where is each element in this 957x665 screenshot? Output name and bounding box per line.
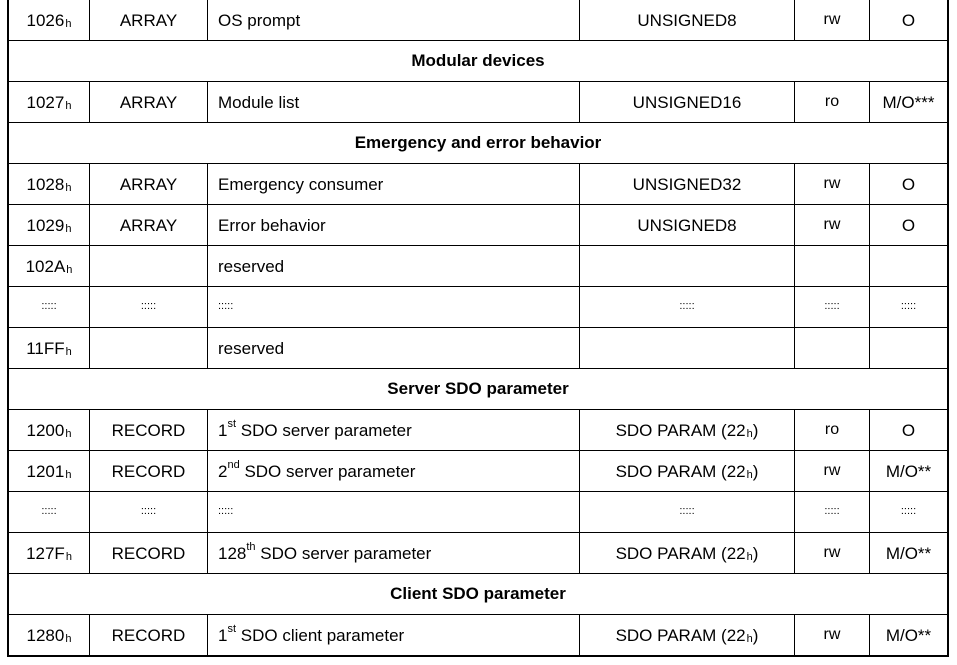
section-heading: Server SDO parameter bbox=[387, 379, 569, 398]
type-rest: ) bbox=[752, 461, 759, 481]
access-cell bbox=[795, 328, 870, 368]
index-value: 127F bbox=[26, 543, 65, 563]
access-cell bbox=[795, 492, 870, 532]
access-value: rw bbox=[823, 626, 841, 643]
name-superscript: th bbox=[246, 540, 256, 553]
access-value: rw bbox=[823, 216, 841, 233]
access-value: rw bbox=[823, 462, 841, 479]
name-cell bbox=[208, 164, 580, 204]
name-superscript: st bbox=[227, 417, 237, 430]
access-cell bbox=[795, 451, 870, 491]
object-dictionary-table bbox=[7, 0, 949, 657]
section-row bbox=[9, 574, 947, 615]
table-row bbox=[9, 82, 947, 123]
type-text: SDO PARAM (22 bbox=[615, 420, 746, 440]
type-cell bbox=[580, 164, 795, 204]
name-text: Emergency consumer bbox=[218, 174, 384, 194]
object-cell bbox=[90, 0, 208, 40]
ellipsis-mark: ::::: bbox=[41, 504, 57, 517]
table-row bbox=[9, 533, 947, 574]
object-code: RECORD bbox=[111, 625, 186, 645]
index-cell bbox=[9, 410, 90, 450]
type-cell bbox=[580, 410, 795, 450]
table-row bbox=[9, 451, 947, 492]
table-row bbox=[9, 287, 947, 328]
index-cell bbox=[9, 205, 90, 245]
mo-value: O bbox=[901, 420, 916, 440]
type-subscript: h bbox=[746, 632, 753, 645]
type-text: SDO PARAM (22 bbox=[615, 543, 746, 563]
table-row bbox=[9, 164, 947, 205]
table-row bbox=[9, 0, 947, 41]
table-row bbox=[9, 615, 947, 657]
access-value: ro bbox=[824, 421, 840, 438]
access-cell bbox=[795, 246, 870, 286]
name-cell bbox=[208, 410, 580, 450]
type-cell bbox=[580, 533, 795, 573]
name-cell bbox=[208, 328, 580, 368]
name-rest: SDO client parameter bbox=[236, 625, 405, 645]
access-cell bbox=[795, 82, 870, 122]
index-value: 1200 bbox=[26, 420, 65, 440]
index-suffix: h bbox=[65, 181, 72, 194]
name-cell bbox=[208, 0, 580, 40]
type-text: UNSIGNED8 bbox=[637, 215, 737, 235]
table-row bbox=[9, 328, 947, 369]
ellipsis-mark: ::::: bbox=[140, 299, 157, 312]
object-cell bbox=[90, 615, 208, 655]
ellipsis-mark: ::::: bbox=[900, 299, 917, 312]
name-cell bbox=[208, 287, 580, 327]
index-value: 1280 bbox=[26, 625, 65, 645]
object-code: RECORD bbox=[111, 420, 186, 440]
mo-value: O bbox=[901, 215, 916, 235]
object-cell bbox=[90, 410, 208, 450]
object-cell bbox=[90, 82, 208, 122]
type-cell bbox=[580, 615, 795, 655]
table-row bbox=[9, 246, 947, 287]
object-code: ARRAY bbox=[119, 215, 178, 235]
index-value: 1026 bbox=[26, 10, 65, 30]
mandatory-optional-cell bbox=[870, 451, 947, 491]
name-superscript: st bbox=[227, 622, 237, 635]
index-cell bbox=[9, 615, 90, 655]
name-text: 2 bbox=[218, 461, 228, 481]
ellipsis-mark: ::::: bbox=[900, 504, 917, 517]
section-row bbox=[9, 41, 947, 82]
access-cell bbox=[795, 205, 870, 245]
ellipsis-mark: ::::: bbox=[41, 299, 57, 312]
ellipsis-mark: ::::: bbox=[679, 299, 695, 312]
access-cell bbox=[795, 287, 870, 327]
index-cell bbox=[9, 164, 90, 204]
name-cell bbox=[208, 451, 580, 491]
name-rest: SDO server parameter bbox=[255, 543, 432, 563]
mandatory-optional-cell bbox=[870, 246, 947, 286]
access-value: ro bbox=[824, 93, 840, 110]
ellipsis-mark: ::::: bbox=[140, 504, 157, 517]
type-cell bbox=[580, 492, 795, 532]
mandatory-optional-cell bbox=[870, 164, 947, 204]
name-text: 128 bbox=[218, 543, 247, 563]
name-cell bbox=[208, 533, 580, 573]
type-cell bbox=[580, 451, 795, 491]
access-cell bbox=[795, 410, 870, 450]
type-text: UNSIGNED16 bbox=[632, 92, 742, 112]
index-cell bbox=[9, 246, 90, 286]
object-cell bbox=[90, 533, 208, 573]
index-cell bbox=[9, 533, 90, 573]
name-cell bbox=[208, 615, 580, 655]
type-rest: ) bbox=[752, 625, 759, 645]
type-cell bbox=[580, 328, 795, 368]
section-row bbox=[9, 123, 947, 164]
name-text: Error behavior bbox=[218, 215, 326, 235]
object-cell bbox=[90, 451, 208, 491]
object-cell bbox=[90, 287, 208, 327]
object-code: ARRAY bbox=[119, 92, 178, 112]
index-suffix: h bbox=[65, 99, 72, 112]
object-code: ARRAY bbox=[119, 10, 178, 30]
mandatory-optional-cell bbox=[870, 615, 947, 655]
index-cell bbox=[9, 287, 90, 327]
mandatory-optional-cell bbox=[870, 82, 947, 122]
index-value: 102A bbox=[25, 256, 66, 276]
mo-value: M/O** bbox=[885, 461, 932, 481]
type-text: SDO PARAM (22 bbox=[615, 625, 746, 645]
name-text: reserved bbox=[218, 256, 285, 276]
access-cell bbox=[795, 533, 870, 573]
name-rest: SDO server parameter bbox=[236, 420, 412, 440]
access-cell bbox=[795, 164, 870, 204]
access-cell bbox=[795, 615, 870, 655]
mandatory-optional-cell bbox=[870, 0, 947, 40]
mo-value: M/O** bbox=[885, 625, 932, 645]
name-cell bbox=[208, 82, 580, 122]
type-text: UNSIGNED8 bbox=[637, 10, 737, 30]
mandatory-optional-cell bbox=[870, 328, 947, 368]
section-heading: Client SDO parameter bbox=[390, 584, 566, 603]
access-value: rw bbox=[823, 11, 841, 28]
mo-value: M/O*** bbox=[882, 92, 935, 112]
index-cell bbox=[9, 492, 90, 532]
index-cell bbox=[9, 0, 90, 40]
mo-cell bbox=[870, 492, 947, 532]
section-heading: Modular devices bbox=[411, 51, 545, 70]
table-row bbox=[9, 410, 947, 451]
type-rest: ) bbox=[752, 420, 759, 440]
type-text: UNSIGNED32 bbox=[632, 174, 742, 194]
ellipsis-mark: ::::: bbox=[218, 299, 234, 312]
object-code: RECORD bbox=[111, 461, 186, 481]
access-value: rw bbox=[823, 175, 841, 192]
index-value: 1201 bbox=[26, 461, 65, 481]
table-row bbox=[9, 492, 947, 533]
index-suffix: h bbox=[65, 427, 72, 440]
mo-cell bbox=[870, 287, 947, 327]
ellipsis-mark: ::::: bbox=[824, 299, 840, 312]
object-code: RECORD bbox=[111, 543, 186, 563]
index-cell bbox=[9, 328, 90, 368]
name-text: Module list bbox=[218, 92, 300, 112]
object-cell bbox=[90, 205, 208, 245]
mo-value: M/O** bbox=[885, 543, 932, 563]
object-cell bbox=[90, 328, 208, 368]
ellipsis-mark: ::::: bbox=[824, 504, 840, 517]
type-subscript: h bbox=[746, 550, 753, 563]
index-suffix: h bbox=[65, 468, 72, 481]
name-text: OS prompt bbox=[218, 10, 301, 30]
object-code: ARRAY bbox=[119, 174, 178, 194]
name-text: 1 bbox=[218, 625, 228, 645]
index-cell bbox=[9, 82, 90, 122]
object-cell bbox=[90, 164, 208, 204]
type-subscript: h bbox=[746, 468, 753, 481]
ellipsis-mark: ::::: bbox=[679, 504, 695, 517]
name-text: reserved bbox=[218, 338, 285, 358]
mandatory-optional-cell bbox=[870, 533, 947, 573]
object-cell bbox=[90, 492, 208, 532]
index-suffix: h bbox=[65, 632, 72, 645]
index-suffix: h bbox=[65, 345, 72, 358]
access-value: rw bbox=[823, 544, 841, 561]
index-value: 11FF bbox=[26, 338, 65, 358]
type-subscript: h bbox=[746, 427, 753, 440]
index-suffix: h bbox=[65, 17, 72, 30]
index-cell bbox=[9, 451, 90, 491]
object-cell bbox=[90, 246, 208, 286]
access-cell bbox=[795, 0, 870, 40]
index-suffix: h bbox=[65, 550, 72, 563]
index-suffix: h bbox=[65, 222, 72, 235]
index-suffix: h bbox=[66, 263, 73, 276]
mandatory-optional-cell bbox=[870, 410, 947, 450]
mandatory-optional-cell bbox=[870, 205, 947, 245]
name-cell bbox=[208, 205, 580, 245]
ellipsis-mark: ::::: bbox=[218, 504, 234, 517]
section-heading: Emergency and error behavior bbox=[354, 133, 602, 152]
name-text: 1 bbox=[218, 420, 228, 440]
type-cell bbox=[580, 287, 795, 327]
type-text: SDO PARAM (22 bbox=[615, 461, 746, 481]
type-cell bbox=[580, 246, 795, 286]
section-row bbox=[9, 369, 947, 410]
type-rest: ) bbox=[752, 543, 759, 563]
table-row bbox=[9, 205, 947, 246]
index-value: 1027 bbox=[26, 92, 65, 112]
name-cell bbox=[208, 246, 580, 286]
name-rest: SDO server parameter bbox=[239, 461, 416, 481]
index-value: 1028 bbox=[26, 174, 65, 194]
mo-value: O bbox=[901, 10, 916, 30]
type-cell bbox=[580, 205, 795, 245]
mo-value: O bbox=[901, 174, 916, 194]
type-cell bbox=[580, 82, 795, 122]
index-value: 1029 bbox=[26, 215, 65, 235]
type-cell bbox=[580, 0, 795, 40]
name-superscript: nd bbox=[227, 458, 240, 471]
name-cell bbox=[208, 492, 580, 532]
